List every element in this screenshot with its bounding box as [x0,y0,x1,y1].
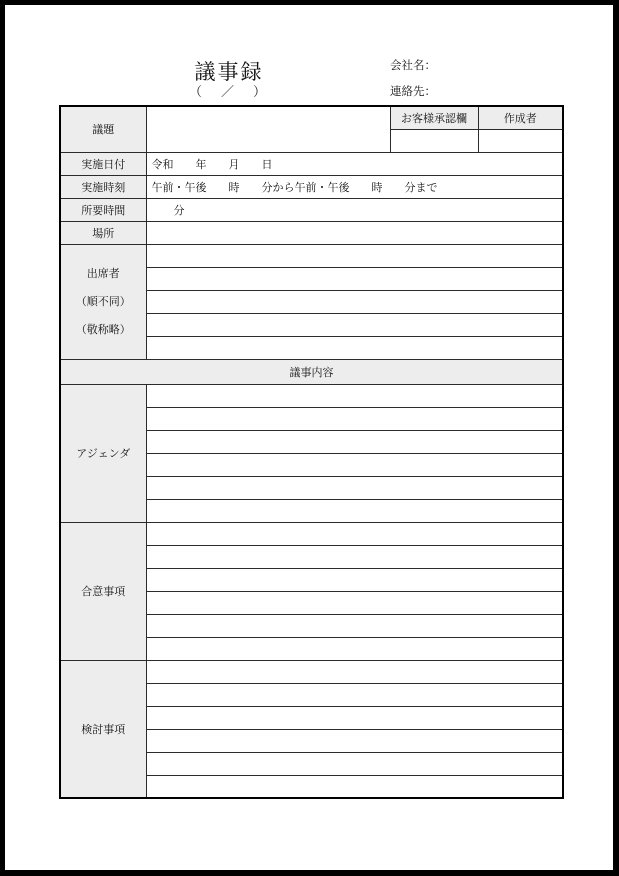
attendee-line [146,336,563,359]
agreements-label: 合意事項 [60,522,146,660]
attendees-label-line1: 出席者 [86,267,120,280]
date-value-cell: 令和 年 月 日 [146,152,563,175]
contact-label: 連絡先： [390,86,436,98]
agenda-line [146,384,563,407]
time-value-cell: 午前・午後 時 分から午前・午後 時 分まで [146,175,563,198]
consideration-line [146,775,563,798]
place-label: 場所 [60,221,146,244]
consideration-line [146,752,563,775]
content-section-header: 議事内容 [60,359,563,384]
agreement-line [146,637,563,660]
consideration-line [146,706,563,729]
attendee-line [146,244,563,267]
attendee-line [146,290,563,313]
company-name-label: 会社名： [390,60,436,72]
customer-approval-header: お客様承認欄 [390,106,478,129]
consideration-line [146,729,563,752]
author-cell [478,129,563,152]
author-header: 作成者 [478,106,563,129]
document-title: 議事録 [194,61,264,84]
document-date-slot: （ ／ ） [188,84,269,99]
attendees-label-line2: （順不同） [75,295,131,308]
agreement-line [146,568,563,591]
topic-value-cell [146,106,390,152]
agreement-line [146,591,563,614]
agenda-line [146,407,563,430]
time-label: 実施時刻 [60,175,146,198]
date-label: 実施日付 [60,152,146,175]
attendees-label [60,244,146,359]
agenda-line [146,476,563,499]
duration-label: 所要時間 [60,198,146,221]
consideration-line [146,660,563,683]
agreement-line [146,545,563,568]
consideration-line [146,683,563,706]
agreement-line [146,614,563,637]
agreement-line [146,522,563,545]
agenda-line [146,430,563,453]
agenda-line [146,499,563,522]
customer-approval-cell [390,129,478,152]
agenda-label: アジェンダ [60,384,146,522]
duration-value-cell: 分 [146,198,563,221]
attendees-label-line3: （敬称略） [75,323,131,336]
agenda-line [146,453,563,476]
minutes-form-table [59,105,564,799]
topic-label: 議題 [60,106,146,152]
place-value-cell [146,221,563,244]
attendee-line [146,313,563,336]
considerations-label: 検討事項 [60,660,146,798]
attendee-line [146,267,563,290]
